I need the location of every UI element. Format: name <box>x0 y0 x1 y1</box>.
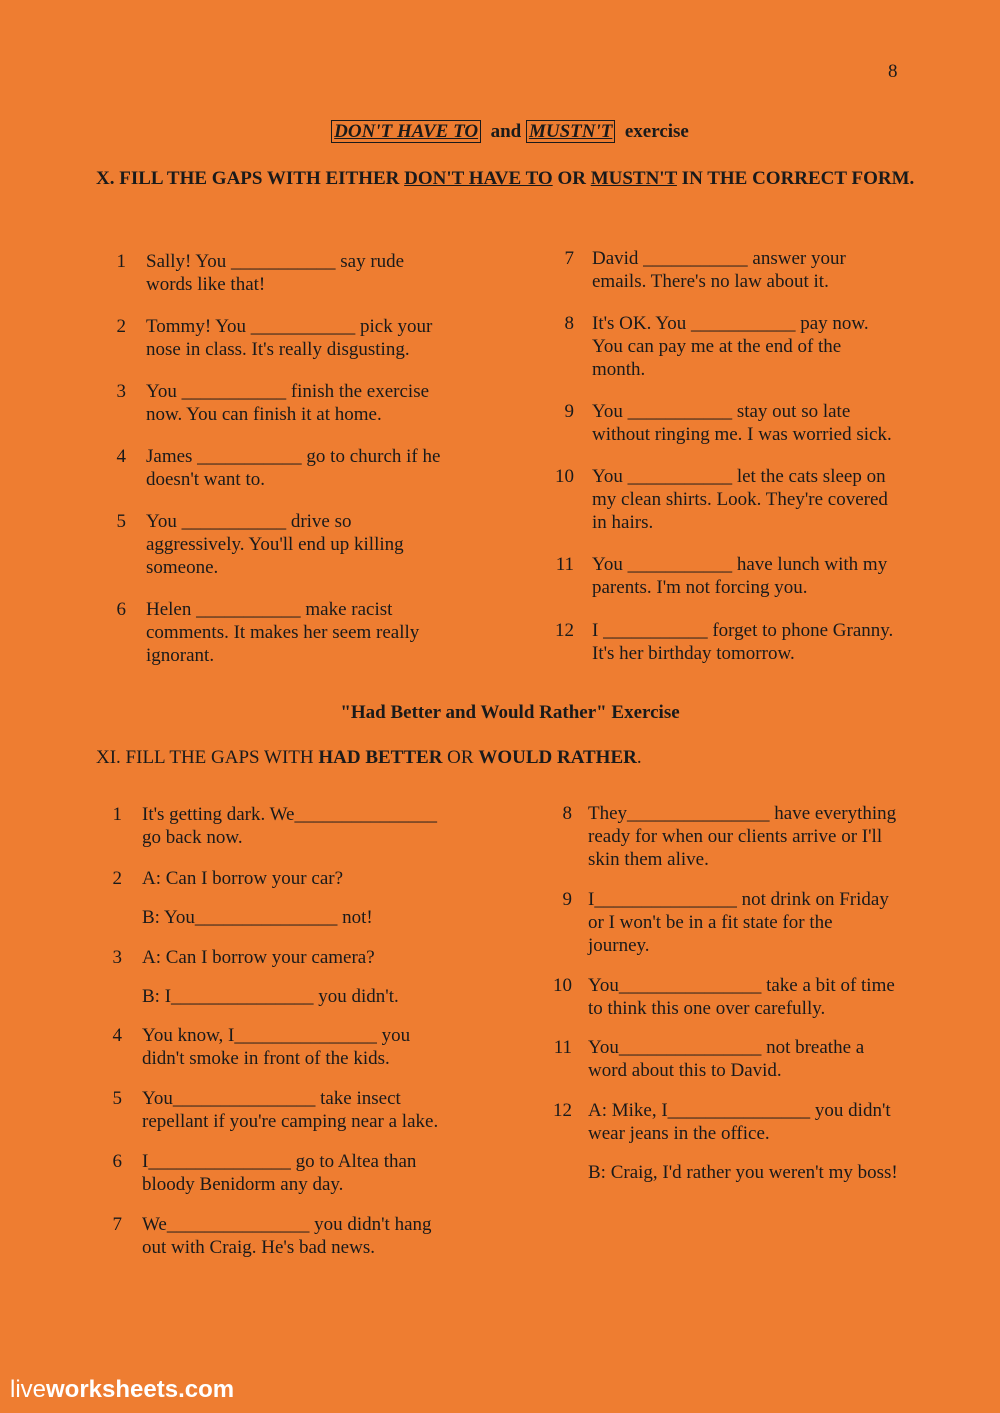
instr-had-better: HAD BETTER <box>318 747 443 768</box>
item-number: 12 <box>553 1100 572 1121</box>
item-line: didn't smoke in front of the kids. <box>142 1048 390 1069</box>
item-number: 10 <box>555 466 574 487</box>
item-line: You know, I_______________ you <box>142 1025 411 1046</box>
item-line: I ___________ forget to phone Granny. <box>592 620 894 641</box>
item-line: to think this one over carefully. <box>588 998 826 1019</box>
item-line: You_______________ not breathe a <box>588 1037 865 1058</box>
instr-would-rather: WOULD RATHER <box>478 747 637 768</box>
item-line: repellant if you're camping near a lake. <box>142 1111 439 1132</box>
item-line: You ___________ finish the exercise <box>146 381 430 402</box>
item-number: 4 <box>116 446 126 467</box>
item-number: 3 <box>112 947 122 968</box>
item-number: 7 <box>112 1214 122 1235</box>
item-number: 8 <box>564 313 574 334</box>
item-line-b: B: You_______________ not! <box>142 907 373 928</box>
item-line: wear jeans in the office. <box>588 1123 770 1144</box>
item-line: You ___________ have lunch with my <box>592 554 888 575</box>
item-number: 4 <box>112 1025 122 1046</box>
logo-part: live <box>10 1376 47 1403</box>
item-number: 2 <box>112 868 122 889</box>
item-line: in hairs. <box>592 512 654 533</box>
item-line: Sally! You ___________ say rude <box>146 251 405 272</box>
item-number: 2 <box>116 316 126 337</box>
section1-title <box>0 120 1000 143</box>
item-line: someone. <box>146 557 219 578</box>
item-line: go back now. <box>142 827 243 848</box>
item-line: Helen ___________ make racist <box>146 599 393 620</box>
item-number: 3 <box>116 381 126 402</box>
item-line: journey. <box>588 935 650 956</box>
item-line: emails. There's no law about it. <box>592 271 829 292</box>
item-line: You_______________ take insect <box>142 1088 401 1109</box>
page-number: 8 <box>888 61 898 82</box>
item-number: 5 <box>112 1088 122 1109</box>
item-line: I_______________ not drink on Friday <box>588 889 889 910</box>
item-line: ready for when our clients arrive or I'll <box>588 826 883 847</box>
item-line: You can pay me at the end of the <box>592 336 842 357</box>
item-line: I_______________ go to Altea than <box>142 1151 417 1172</box>
instr-mustnt: MUSTN'T <box>590 168 677 189</box>
item-line: month. <box>592 359 646 380</box>
item-number: 7 <box>564 248 574 269</box>
logo-part: .com <box>178 1376 235 1403</box>
instr-text: . <box>636 747 642 768</box>
item-line: You ___________ drive so <box>146 511 352 532</box>
item-line: bloody Benidorm any day. <box>142 1174 344 1195</box>
item-number: 8 <box>562 803 572 824</box>
item-line: You ___________ let the cats sleep on <box>592 466 886 487</box>
item-line: A: Mike, I_______________ you didn't <box>588 1100 891 1121</box>
item-line: doesn't want to. <box>146 469 265 490</box>
item-line: my clean shirts. Look. They're covered <box>592 489 888 510</box>
title-dont-have-to: DON'T HAVE TO <box>331 120 481 143</box>
logo-part: worksheets <box>46 1376 179 1403</box>
item-line: It's her birthday tomorrow. <box>592 643 795 664</box>
section1-instructions <box>96 168 916 190</box>
item-line: You ___________ stay out so late <box>592 401 851 422</box>
instr-text: IN THE CORRECT FORM. <box>676 168 915 189</box>
item-line: They_______________ have everything <box>588 803 897 824</box>
item-number: 1 <box>112 804 122 825</box>
item-number: 11 <box>553 1037 572 1058</box>
item-number: 1 <box>116 251 126 272</box>
item-line-b: B: Craig, I'd rather you weren't my boss! <box>588 1162 898 1183</box>
item-line: A: Can I borrow your camera? <box>142 947 375 968</box>
title-and: and <box>490 121 522 142</box>
item-line: words like that! <box>146 274 266 295</box>
title-exercise: exercise <box>624 121 689 142</box>
item-line: aggressively. You'll end up killing <box>146 534 404 555</box>
item-line: You_______________ take a bit of time <box>588 975 895 996</box>
item-number: 9 <box>564 401 574 422</box>
item-number: 6 <box>112 1151 122 1172</box>
instr-text: OR <box>442 747 479 768</box>
instr-dont-have-to: DON'T HAVE TO <box>404 168 553 189</box>
item-number: 5 <box>116 511 126 532</box>
item-line: nose in class. It's really disgusting. <box>146 339 410 360</box>
item-line: It's getting dark. We_______________ <box>142 804 437 825</box>
item-line: We_______________ you didn't hang <box>142 1214 432 1235</box>
item-number: 6 <box>116 599 126 620</box>
item-line: now. You can finish it at home. <box>146 404 382 425</box>
item-line: Tommy! You ___________ pick your <box>146 316 433 337</box>
item-number: 12 <box>555 620 574 641</box>
item-line: parents. I'm not forcing you. <box>592 577 808 598</box>
instr-text: OR <box>552 168 591 189</box>
item-line: skin them alive. <box>588 849 709 870</box>
item-number: 11 <box>555 554 574 575</box>
item-line: without ringing me. I was worried sick. <box>592 424 892 445</box>
item-number: 10 <box>553 975 572 996</box>
item-line: James ___________ go to church if he <box>146 446 441 467</box>
liveworksheets-logo <box>10 1378 234 1401</box>
title-mustnt: MUSTN'T <box>526 120 615 143</box>
item-line: word about this to David. <box>588 1060 782 1081</box>
item-line: ignorant. <box>146 645 215 666</box>
item-line-b: B: I_______________ you didn't. <box>142 986 399 1007</box>
instr-text: XI. FILL THE GAPS WITH <box>96 747 319 768</box>
section2-instructions <box>96 746 916 769</box>
item-line: It's OK. You ___________ pay now. <box>592 313 869 334</box>
section2-title: "Had Better and Would Rather" Exercise <box>340 702 680 723</box>
item-line: comments. It makes her seem really <box>146 622 420 643</box>
item-line: out with Craig. He's bad news. <box>142 1237 375 1258</box>
item-line: A: Can I borrow your car? <box>142 868 344 889</box>
item-line: or I won't be in a fit state for the <box>588 912 833 933</box>
instr-text: X. FILL THE GAPS WITH EITHER <box>96 168 405 189</box>
item-number: 9 <box>562 889 572 910</box>
item-line: David ___________ answer your <box>592 248 846 269</box>
